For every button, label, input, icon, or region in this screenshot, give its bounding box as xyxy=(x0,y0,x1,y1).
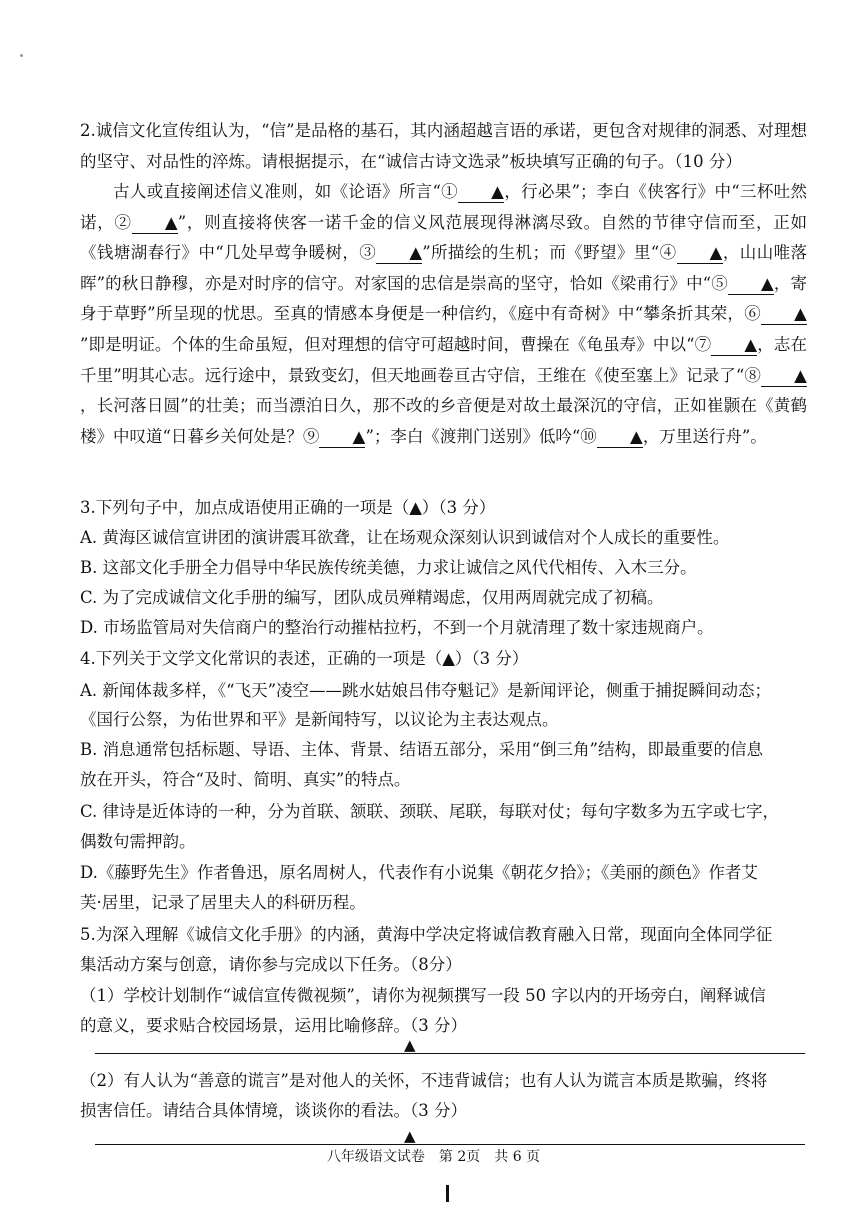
q4-option-a-cont: 《国行公祭，为佑世界和平》是新闻特写，以议论为主表达观点。 xyxy=(80,710,559,729)
answer-blank-7[interactable]: ▲ xyxy=(711,335,757,356)
q4-option-b-cont: 放在开头，符合“及时、简明、真实”的特点。 xyxy=(80,770,411,789)
answer-blank-1[interactable]: ▲ xyxy=(458,182,504,203)
answer-blank-6[interactable]: ▲ xyxy=(761,304,807,325)
q2-intro: 2.诚信文化宣传组认为，“信”是品格的基石，其内涵超越言语的承诺，更包含对规律的洞悉、对理想的坚守、对品性的淬炼。请根据提示，在“诚信古诗文选录”板块填写正确的句子。（10 分） xyxy=(80,121,807,171)
q4-option-b[interactable]: B. 消息通常包括标题、导语、主体、背景、结语五部分，采用“倒三角”结构，即最重要的信息 xyxy=(80,740,763,759)
q3-option-c[interactable]: C. 为了完成诚信文化手册的编写，团队成员殚精竭虑，仅用两周就完成了初稿。 xyxy=(80,588,664,607)
q3-stem: 3.下列句子中，加点成语使用正确的一项是（▲）（3 分） xyxy=(80,498,496,517)
answer-line-2[interactable] xyxy=(95,1144,805,1145)
page-mark xyxy=(446,1185,449,1202)
answer-blank-4[interactable]: ▲ xyxy=(677,243,723,264)
q4-option-d[interactable]: D.《藤野先生》作者鲁迅，原名周树人，代表作有小说集《朝花夕拾》；《美丽的颜色》作者艾 xyxy=(80,863,758,882)
answer-blank-9[interactable]: ▲ xyxy=(319,427,365,448)
q2-passage: 古人或直接阐述信义准则，如《论语》所言“① ▲，行必果”；李白《侠客行》中“三杯吐然诺，② ▲”，则直接将侠客一诺千金的信义风范展现得淋漓尽致。自然的节律守信而至，正如《钱塘湖春行》中“几处早莺争暖树，③ ▲”所描绘的生机；而《野望》里“④ ▲，山山唯落晖”的秋日静穆，亦是对时序的信守。对家国的忠信是崇高的坚守，恰如《梁甫行》中“⑤ ▲，寄身于草野”所呈现的忧思。至真的情感本身便是一种信约，《庭中有奇树》中“攀条折其荣，⑥ ▲”即是明证。个体的生命虽短，但对理想的信守可超越时间，曹操在《龟虽寿》中以“⑦ ▲，志在千里”明其心志。远行途中，景致变幻，但天地画卷亘古守信，王维在《使至塞上》记录了“⑧ ▲，长河落日圆”的壮美；而当漂泊日久，那不改的乡音便是对故土最深沉的守信，正如崔颢在《黄鹤楼》中叹道“日暮乡关何处是？⑨ ▲”；李白《渡荆门送别》低吟“⑩ ▲，万里送行舟”。 xyxy=(80,182,808,446)
answer-line-1[interactable] xyxy=(95,1053,805,1054)
q5-stem: 5.为深入理解《诚信文化手册》的内涵，黄海中学决定将诚信教育融入日常，现面向全体同学征 xyxy=(80,925,773,944)
q4-option-d-cont: 芙·居里，记录了居里夫人的科研历程。 xyxy=(80,893,366,912)
q5-sub2: （2）有人认为“善意的谎言”是对他人的关怀，不违背诚信；也有人认为谎言本质是欺骗，终将 xyxy=(80,1071,768,1090)
q4-option-c-cont: 偶数句需押韵。 xyxy=(80,832,196,851)
answer-marker-2: ▲ xyxy=(404,1127,416,1145)
q4-option-a[interactable]: A. 新闻体裁多样，《“飞天”凌空——跳水姑娘吕伟夺魁记》是新闻评论，侧重于捕捉瞬间动态； xyxy=(80,681,772,700)
q5-stem-cont: 集活动方案与创意，请你参与完成以下任务。（8分） xyxy=(80,955,462,974)
q5-sub2-cont: 损害信任。请结合具体情境，谈谈你的看法。（3 分） xyxy=(80,1101,467,1120)
answer-blank-10[interactable]: ▲ xyxy=(597,427,643,448)
answer-blank-5[interactable]: ▲ xyxy=(728,274,774,295)
q3-option-b[interactable]: B. 这部文化手册全力倡导中华民族传统美德，力求让诚信之风代代相传、入木三分。 xyxy=(80,558,697,577)
scan-speck xyxy=(20,54,23,57)
q5-sub1-cont: 的意义，要求贴合校园场景，运用比喻修辞。（3 分） xyxy=(80,1016,467,1035)
q5-sub1: （1）学校计划制作“诚信宣传微视频”，请你为视频撰写一段 50 字以内的开场旁白，阐释诚信 xyxy=(80,986,766,1005)
answer-blank-3[interactable]: ▲ xyxy=(376,243,422,264)
answer-blank-2[interactable]: ▲ xyxy=(132,213,178,234)
answer-marker-1: ▲ xyxy=(404,1036,416,1054)
page-footer: 八年级语文试卷 第 2页 共 6 页 xyxy=(326,1149,541,1165)
q4-stem: 4.下列关于文学文化常识的表述，正确的一项是（▲）（3 分） xyxy=(80,649,529,668)
q3-option-a[interactable]: A. 黄海区诚信宣讲团的演讲震耳欲聋，让在场观众深刻认识到诚信对个人成长的重要性。 xyxy=(80,528,730,547)
q4-option-c[interactable]: C. 律诗是近体诗的一种，分为首联、颔联、颈联、尾联，每联对仗；每句字数多为五字或七字， xyxy=(80,802,780,821)
q3-option-d[interactable]: D. 市场监管局对失信商户的整治行动摧枯拉朽，不到一个月就清理了数十家违规商户。 xyxy=(80,618,714,637)
answer-blank-8[interactable]: ▲ xyxy=(761,366,807,387)
